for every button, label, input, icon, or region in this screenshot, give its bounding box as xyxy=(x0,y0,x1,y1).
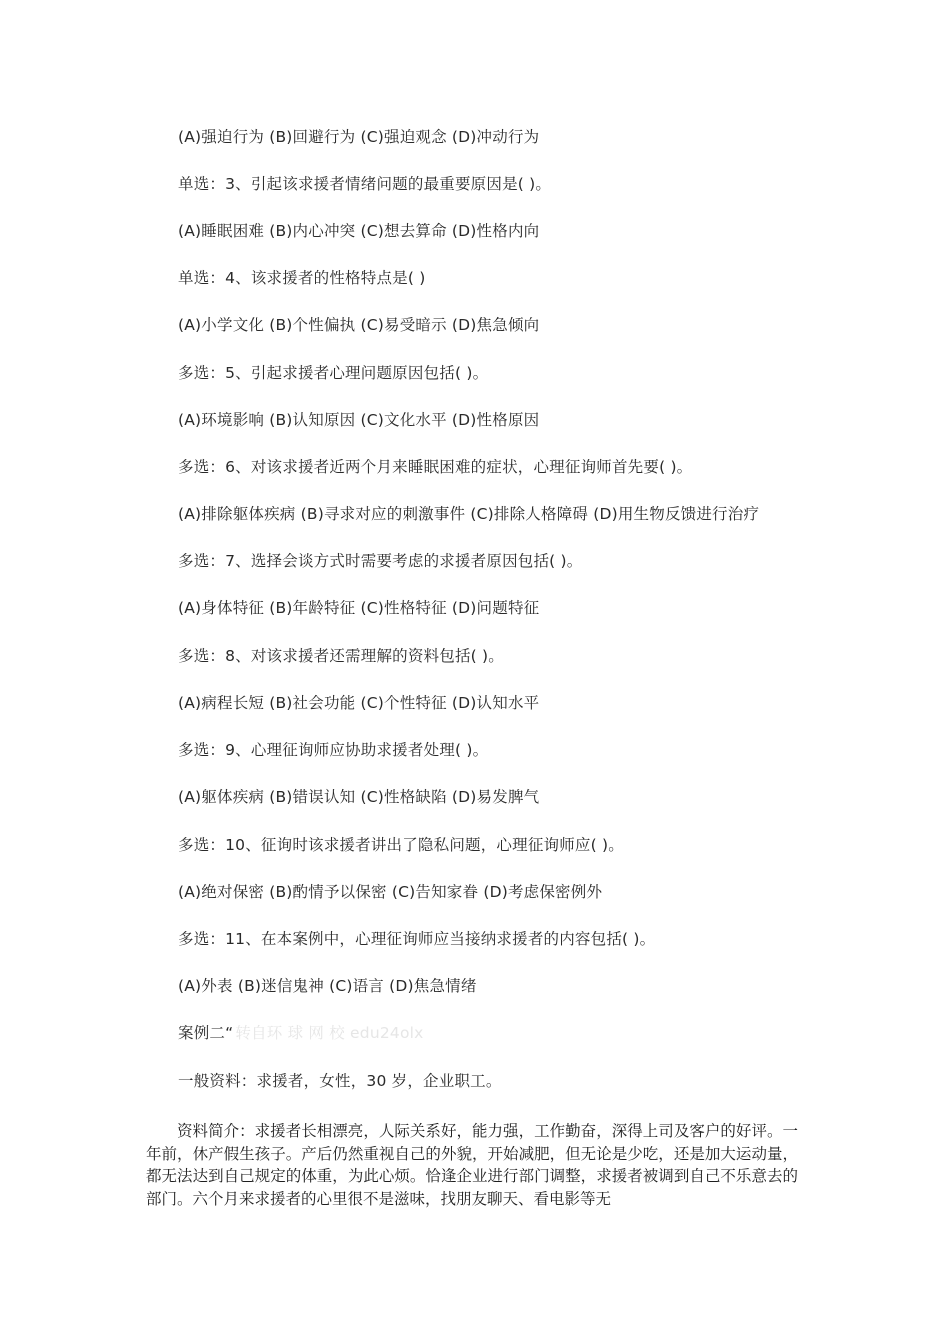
options-q6: (A)排除躯体疾病 (B)寻求对应的刺激事件 (C)排除人格障碍 (D)用生物反馈进行治疗 xyxy=(178,505,760,523)
options-q11: (A)外表 (B)迷信鬼神 (C)语言 (D)焦急情绪 xyxy=(178,977,477,995)
options-q7: (A)身体特征 (B)年龄特征 (C)性格特征 (D)问题特征 xyxy=(178,599,540,617)
question-6: 多选：6、对该求援者近两个月来睡眠困难的症状，心理征询师首先要( )。 xyxy=(178,458,693,476)
options-q2: (A)强迫行为 (B)回避行为 (C)强迫观念 (D)冲动行为 xyxy=(178,128,540,146)
question-11: 多选：11、在本案例中，心理征询师应当接纳求援者的内容包括( )。 xyxy=(178,930,656,948)
general-info: 一般资料：求援者，女性，30 岁，企业职工。 xyxy=(178,1072,502,1090)
question-9: 多选：9、心理征询师应协助求援者处理( )。 xyxy=(178,741,489,759)
case-heading: 案例二“ xyxy=(178,1024,234,1042)
case-description-text: 资料简介：求援者长相漂亮，人际关系好，能力强，工作勤奋，深得上司及客户的好评。一年前，休产假生孩子。产后仍然重视自己的外貌，开始减肥，但无论是少吃，还是加大运动量，都无法达到自己规定的体重，为此心烦。恰逢企业进行部门调整，求援者被调到自己不乐意去的部门。六个月来求援者的心里很不是滋味，找朋友聊天、看电影等无 xyxy=(146,1122,798,1208)
options-q9: (A)躯体疾病 (B)错误认知 (C)性格缺陷 (D)易发脾气 xyxy=(178,788,540,806)
watermark: 转自环 球 网 校 edu24olx xyxy=(235,1024,424,1042)
question-7: 多选：7、选择会谈方式时需要考虑的求援者原因包括( )。 xyxy=(178,552,583,570)
question-8: 多选：8、对该求援者还需理解的资料包括( )。 xyxy=(178,647,504,665)
case-description-paragraph xyxy=(146,1120,798,1210)
question-5: 多选：5、引起求援者心理问题原因包括( )。 xyxy=(178,364,489,382)
options-q8: (A)病程长短 (B)社会功能 (C)个性特征 (D)认知水平 xyxy=(178,694,540,712)
options-q10: (A)绝对保密 (B)酌情予以保密 (C)告知家眷 (D)考虑保密例外 xyxy=(178,883,603,901)
question-4: 单选：4、该求援者的性格特点是( ) xyxy=(178,269,426,287)
question-10: 多选：10、征询时该求援者讲出了隐私问题，心理征询师应( )。 xyxy=(178,836,624,854)
question-3: 单选：3、引起该求援者情绪问题的最重要原因是( )。 xyxy=(178,175,552,193)
options-q3: (A)睡眠困难 (B)内心冲突 (C)想去算命 (D)性格内向 xyxy=(178,222,540,240)
options-q4: (A)小学文化 (B)个性偏执 (C)易受暗示 (D)焦急倾向 xyxy=(178,316,540,334)
options-q5: (A)环境影响 (B)认知原因 (C)文化水平 (D)性格原因 xyxy=(178,411,540,429)
case-heading-line xyxy=(178,1022,424,1044)
